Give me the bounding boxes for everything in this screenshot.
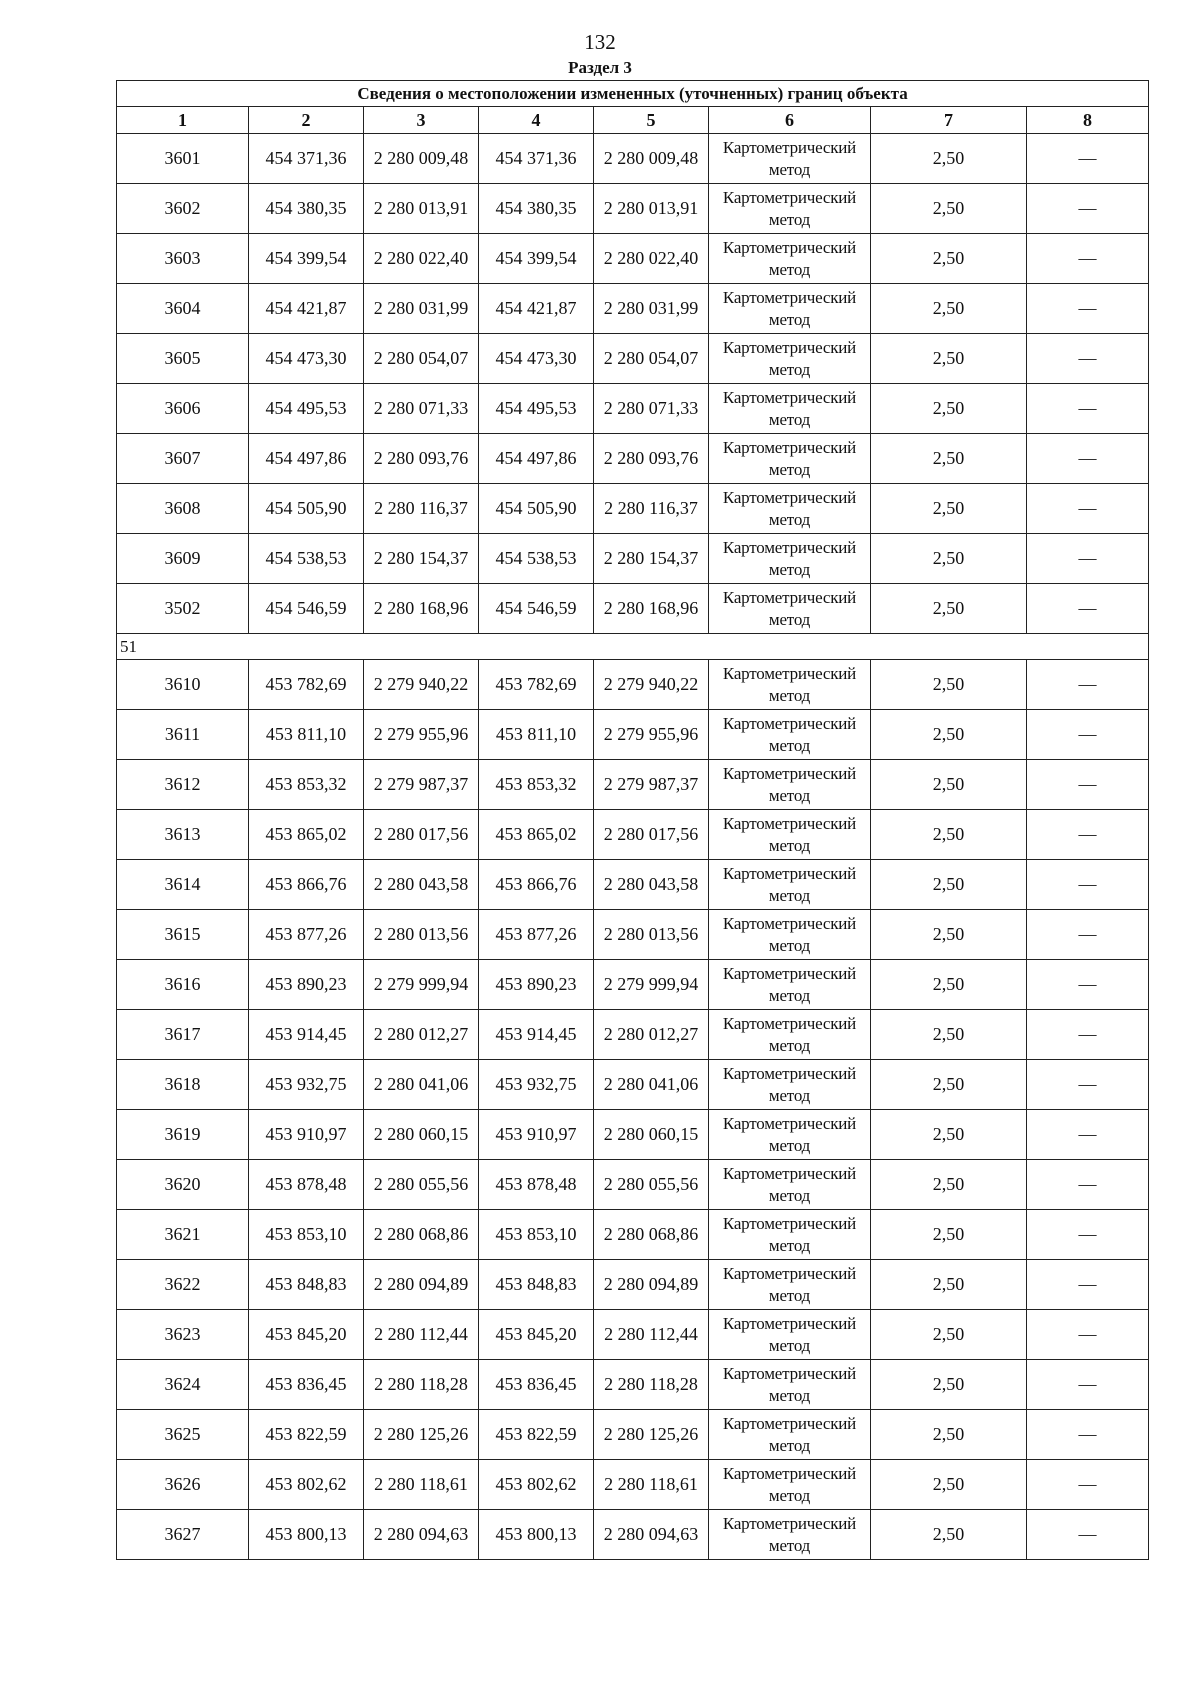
cell-method: Картометрический метод	[709, 1110, 871, 1160]
cell-description: —	[1027, 660, 1149, 710]
cell-x-old: 454 380,35	[249, 184, 364, 234]
table-title: Сведения о местоположении измененных (уточненных) границ объекта	[117, 81, 1149, 107]
cell-y-old: 2 280 054,07	[364, 334, 479, 384]
cell-point-number: 3616	[117, 960, 249, 1010]
cell-y-old: 2 280 043,58	[364, 860, 479, 910]
cell-y-new: 2 280 112,44	[594, 1310, 709, 1360]
section-title: Раздел 3	[568, 58, 632, 77]
cell-y-new: 2 280 094,89	[594, 1260, 709, 1310]
cell-description: —	[1027, 134, 1149, 184]
boundary-coordinates-table	[116, 80, 1149, 1560]
cell-x-old: 453 865,02	[249, 810, 364, 860]
cell-x-new: 454 473,30	[479, 334, 594, 384]
column-header: 3	[364, 107, 479, 134]
column-header: 6	[709, 107, 871, 134]
cell-accuracy: 2,50	[871, 1410, 1027, 1460]
cell-method: Картометрический метод	[709, 760, 871, 810]
cell-description: —	[1027, 1410, 1149, 1460]
table-row	[117, 434, 1149, 484]
cell-point-number: 3609	[117, 534, 249, 584]
cell-accuracy: 2,50	[871, 1310, 1027, 1360]
table-row	[117, 860, 1149, 910]
cell-x-old: 454 495,53	[249, 384, 364, 434]
cell-y-new: 2 280 022,40	[594, 234, 709, 284]
cell-method: Картометрический метод	[709, 1360, 871, 1410]
column-header: 7	[871, 107, 1027, 134]
cell-accuracy: 2,50	[871, 660, 1027, 710]
cell-description: —	[1027, 184, 1149, 234]
cell-x-new: 453 853,32	[479, 760, 594, 810]
cell-x-old: 453 932,75	[249, 1060, 364, 1110]
cell-point-number: 3614	[117, 860, 249, 910]
cell-x-old: 453 853,10	[249, 1210, 364, 1260]
cell-point-number: 3603	[117, 234, 249, 284]
table-row	[117, 960, 1149, 1010]
cell-x-new: 454 399,54	[479, 234, 594, 284]
cell-description: —	[1027, 1510, 1149, 1560]
cell-description: —	[1027, 1310, 1149, 1360]
group-label: 51	[117, 634, 1149, 660]
cell-x-old: 453 910,97	[249, 1110, 364, 1160]
cell-point-number: 3612	[117, 760, 249, 810]
cell-y-new: 2 280 043,58	[594, 860, 709, 910]
cell-method: Картометрический метод	[709, 810, 871, 860]
cell-y-old: 2 280 094,63	[364, 1510, 479, 1560]
cell-accuracy: 2,50	[871, 1510, 1027, 1560]
cell-y-new: 2 280 094,63	[594, 1510, 709, 1560]
cell-y-new: 2 280 054,07	[594, 334, 709, 384]
cell-method: Картометрический метод	[709, 434, 871, 484]
cell-y-old: 2 280 154,37	[364, 534, 479, 584]
table-row	[117, 1010, 1149, 1060]
cell-method: Картометрический метод	[709, 334, 871, 384]
cell-accuracy: 2,50	[871, 1110, 1027, 1160]
cell-point-number: 3604	[117, 284, 249, 334]
cell-y-old: 2 280 060,15	[364, 1110, 479, 1160]
cell-x-old: 453 877,26	[249, 910, 364, 960]
cell-method: Картометрический метод	[709, 910, 871, 960]
cell-description: —	[1027, 1010, 1149, 1060]
cell-point-number: 3617	[117, 1010, 249, 1060]
cell-x-old: 454 538,53	[249, 534, 364, 584]
cell-description: —	[1027, 384, 1149, 434]
cell-accuracy: 2,50	[871, 1260, 1027, 1310]
table-row	[117, 1460, 1149, 1510]
cell-point-number: 3605	[117, 334, 249, 384]
cell-point-number: 3502	[117, 584, 249, 634]
cell-x-old: 453 782,69	[249, 660, 364, 710]
cell-y-new: 2 280 009,48	[594, 134, 709, 184]
cell-y-new: 2 280 093,76	[594, 434, 709, 484]
cell-y-new: 2 280 060,15	[594, 1110, 709, 1160]
cell-method: Картометрический метод	[709, 234, 871, 284]
cell-x-new: 453 836,45	[479, 1360, 594, 1410]
cell-x-new: 453 848,83	[479, 1260, 594, 1310]
cell-point-number: 3623	[117, 1310, 249, 1360]
table-row	[117, 384, 1149, 434]
table-row	[117, 1410, 1149, 1460]
cell-x-new: 453 853,10	[479, 1210, 594, 1260]
table-row	[117, 134, 1149, 184]
cell-description: —	[1027, 484, 1149, 534]
cell-x-old: 453 802,62	[249, 1460, 364, 1510]
cell-point-number: 3601	[117, 134, 249, 184]
table-row	[117, 284, 1149, 334]
cell-method: Картометрический метод	[709, 1410, 871, 1460]
table-row	[117, 1060, 1149, 1110]
cell-x-new: 453 878,48	[479, 1160, 594, 1210]
cell-accuracy: 2,50	[871, 434, 1027, 484]
cell-accuracy: 2,50	[871, 710, 1027, 760]
cell-y-new: 2 279 987,37	[594, 760, 709, 810]
table-body	[117, 134, 1149, 1560]
cell-accuracy: 2,50	[871, 1160, 1027, 1210]
cell-accuracy: 2,50	[871, 334, 1027, 384]
cell-x-old: 453 890,23	[249, 960, 364, 1010]
cell-accuracy: 2,50	[871, 484, 1027, 534]
cell-accuracy: 2,50	[871, 534, 1027, 584]
cell-x-new: 453 932,75	[479, 1060, 594, 1110]
cell-description: —	[1027, 234, 1149, 284]
cell-accuracy: 2,50	[871, 760, 1027, 810]
cell-y-old: 2 280 071,33	[364, 384, 479, 434]
cell-x-old: 453 866,76	[249, 860, 364, 910]
cell-y-old: 2 280 093,76	[364, 434, 479, 484]
cell-y-old: 2 280 013,56	[364, 910, 479, 960]
cell-y-new: 2 280 118,28	[594, 1360, 709, 1410]
cell-point-number: 3606	[117, 384, 249, 434]
cell-point-number: 3611	[117, 710, 249, 760]
cell-point-number: 3624	[117, 1360, 249, 1410]
cell-x-old: 454 546,59	[249, 584, 364, 634]
column-header: 5	[594, 107, 709, 134]
cell-y-old: 2 280 055,56	[364, 1160, 479, 1210]
cell-method: Картометрический метод	[709, 660, 871, 710]
cell-method: Картометрический метод	[709, 1210, 871, 1260]
cell-x-old: 453 848,83	[249, 1260, 364, 1310]
column-header: 4	[479, 107, 594, 134]
cell-point-number: 3620	[117, 1160, 249, 1210]
cell-x-new: 453 910,97	[479, 1110, 594, 1160]
cell-point-number: 3610	[117, 660, 249, 710]
cell-description: —	[1027, 810, 1149, 860]
cell-point-number: 3613	[117, 810, 249, 860]
cell-x-new: 454 546,59	[479, 584, 594, 634]
cell-point-number: 3602	[117, 184, 249, 234]
cell-description: —	[1027, 960, 1149, 1010]
cell-accuracy: 2,50	[871, 234, 1027, 284]
cell-method: Картометрический метод	[709, 860, 871, 910]
cell-y-new: 2 280 013,56	[594, 910, 709, 960]
cell-y-old: 2 280 068,86	[364, 1210, 479, 1260]
cell-y-old: 2 279 940,22	[364, 660, 479, 710]
cell-accuracy: 2,50	[871, 384, 1027, 434]
cell-y-new: 2 280 154,37	[594, 534, 709, 584]
cell-y-old: 2 280 013,91	[364, 184, 479, 234]
cell-point-number: 3626	[117, 1460, 249, 1510]
table-row	[117, 584, 1149, 634]
cell-x-new: 453 802,62	[479, 1460, 594, 1510]
cell-description: —	[1027, 1260, 1149, 1310]
column-header: 1	[117, 107, 249, 134]
cell-x-new: 454 371,36	[479, 134, 594, 184]
table-row	[117, 484, 1149, 534]
cell-y-new: 2 280 055,56	[594, 1160, 709, 1210]
cell-x-new: 453 782,69	[479, 660, 594, 710]
table-row	[117, 1210, 1149, 1260]
cell-method: Картометрический метод	[709, 484, 871, 534]
cell-y-new: 2 280 013,91	[594, 184, 709, 234]
cell-x-old: 453 836,45	[249, 1360, 364, 1410]
cell-y-new: 2 280 041,06	[594, 1060, 709, 1110]
cell-x-new: 453 811,10	[479, 710, 594, 760]
cell-point-number: 3627	[117, 1510, 249, 1560]
cell-y-new: 2 280 068,86	[594, 1210, 709, 1260]
cell-description: —	[1027, 860, 1149, 910]
cell-accuracy: 2,50	[871, 184, 1027, 234]
cell-x-old: 453 822,59	[249, 1410, 364, 1460]
cell-y-old: 2 280 041,06	[364, 1060, 479, 1110]
cell-method: Картометрический метод	[709, 584, 871, 634]
cell-y-new: 2 279 999,94	[594, 960, 709, 1010]
cell-description: —	[1027, 1460, 1149, 1510]
page-number: 132	[584, 30, 616, 54]
cell-x-old: 454 421,87	[249, 284, 364, 334]
cell-x-new: 453 890,23	[479, 960, 594, 1010]
table-row	[117, 184, 1149, 234]
cell-x-old: 453 878,48	[249, 1160, 364, 1210]
cell-x-new: 454 380,35	[479, 184, 594, 234]
cell-y-new: 2 279 940,22	[594, 660, 709, 710]
cell-point-number: 3619	[117, 1110, 249, 1160]
cell-x-new: 454 505,90	[479, 484, 594, 534]
cell-y-new: 2 280 071,33	[594, 384, 709, 434]
cell-x-new: 454 538,53	[479, 534, 594, 584]
cell-accuracy: 2,50	[871, 284, 1027, 334]
cell-y-new: 2 280 168,96	[594, 584, 709, 634]
cell-method: Картометрический метод	[709, 1510, 871, 1560]
cell-y-new: 2 280 017,56	[594, 810, 709, 860]
cell-x-new: 453 877,26	[479, 910, 594, 960]
cell-method: Картометрический метод	[709, 710, 871, 760]
cell-accuracy: 2,50	[871, 1060, 1027, 1110]
cell-description: —	[1027, 710, 1149, 760]
table-row	[117, 1510, 1149, 1560]
cell-x-new: 453 800,13	[479, 1510, 594, 1560]
cell-x-old: 453 853,32	[249, 760, 364, 810]
cell-accuracy: 2,50	[871, 1460, 1027, 1510]
cell-y-old: 2 280 118,28	[364, 1360, 479, 1410]
cell-x-new: 453 866,76	[479, 860, 594, 910]
cell-y-old: 2 280 012,27	[364, 1010, 479, 1060]
cell-accuracy: 2,50	[871, 810, 1027, 860]
cell-x-new: 453 865,02	[479, 810, 594, 860]
cell-description: —	[1027, 1060, 1149, 1110]
table-row	[117, 810, 1149, 860]
table-row	[117, 1110, 1149, 1160]
cell-y-old: 2 280 116,37	[364, 484, 479, 534]
cell-y-old: 2 280 112,44	[364, 1310, 479, 1360]
cell-method: Картометрический метод	[709, 184, 871, 234]
cell-accuracy: 2,50	[871, 134, 1027, 184]
cell-y-new: 2 280 125,26	[594, 1410, 709, 1460]
cell-method: Картометрический метод	[709, 534, 871, 584]
cell-x-old: 454 473,30	[249, 334, 364, 384]
cell-accuracy: 2,50	[871, 960, 1027, 1010]
cell-method: Картометрический метод	[709, 1310, 871, 1360]
cell-y-old: 2 280 125,26	[364, 1410, 479, 1460]
table-row	[117, 910, 1149, 960]
table-row	[117, 234, 1149, 284]
cell-x-old: 454 371,36	[249, 134, 364, 184]
cell-accuracy: 2,50	[871, 584, 1027, 634]
cell-method: Картометрический метод	[709, 1060, 871, 1110]
cell-x-old: 454 399,54	[249, 234, 364, 284]
cell-y-old: 2 280 118,61	[364, 1460, 479, 1510]
cell-point-number: 3625	[117, 1410, 249, 1460]
cell-y-new: 2 279 955,96	[594, 710, 709, 760]
cell-y-new: 2 280 012,27	[594, 1010, 709, 1060]
cell-x-new: 454 495,53	[479, 384, 594, 434]
cell-description: —	[1027, 1360, 1149, 1410]
cell-y-old: 2 280 022,40	[364, 234, 479, 284]
cell-description: —	[1027, 334, 1149, 384]
cell-point-number: 3621	[117, 1210, 249, 1260]
cell-point-number: 3607	[117, 434, 249, 484]
table-row	[117, 1260, 1149, 1310]
cell-method: Картометрический метод	[709, 1260, 871, 1310]
column-header-row	[117, 107, 1149, 134]
cell-y-old: 2 280 009,48	[364, 134, 479, 184]
cell-y-new: 2 280 116,37	[594, 484, 709, 534]
cell-point-number: 3615	[117, 910, 249, 960]
table-row	[117, 534, 1149, 584]
table-row	[117, 334, 1149, 384]
cell-point-number: 3608	[117, 484, 249, 534]
cell-x-new: 454 497,86	[479, 434, 594, 484]
cell-accuracy: 2,50	[871, 910, 1027, 960]
cell-x-new: 453 822,59	[479, 1410, 594, 1460]
cell-x-new: 453 845,20	[479, 1310, 594, 1360]
cell-description: —	[1027, 534, 1149, 584]
table-row	[117, 1310, 1149, 1360]
cell-y-old: 2 279 955,96	[364, 710, 479, 760]
cell-method: Картометрический метод	[709, 284, 871, 334]
cell-x-old: 453 800,13	[249, 1510, 364, 1560]
cell-y-new: 2 280 118,61	[594, 1460, 709, 1510]
cell-accuracy: 2,50	[871, 1010, 1027, 1060]
cell-y-old: 2 280 168,96	[364, 584, 479, 634]
cell-x-old: 454 505,90	[249, 484, 364, 534]
table-row	[117, 1160, 1149, 1210]
column-header: 2	[249, 107, 364, 134]
cell-y-old: 2 280 094,89	[364, 1260, 479, 1310]
cell-accuracy: 2,50	[871, 1210, 1027, 1260]
cell-x-new: 453 914,45	[479, 1010, 594, 1060]
cell-description: —	[1027, 760, 1149, 810]
cell-method: Картометрический метод	[709, 1010, 871, 1060]
cell-y-old: 2 280 031,99	[364, 284, 479, 334]
cell-description: —	[1027, 1210, 1149, 1260]
cell-x-old: 453 811,10	[249, 710, 364, 760]
cell-x-old: 454 497,86	[249, 434, 364, 484]
cell-method: Картометрический метод	[709, 134, 871, 184]
cell-accuracy: 2,50	[871, 860, 1027, 910]
column-header: 8	[1027, 107, 1149, 134]
cell-description: —	[1027, 1110, 1149, 1160]
cell-method: Картометрический метод	[709, 1460, 871, 1510]
cell-method: Картометрический метод	[709, 960, 871, 1010]
cell-y-old: 2 279 987,37	[364, 760, 479, 810]
cell-method: Картометрический метод	[709, 384, 871, 434]
table-row	[117, 660, 1149, 710]
cell-y-new: 2 280 031,99	[594, 284, 709, 334]
table-row	[117, 710, 1149, 760]
cell-point-number: 3622	[117, 1260, 249, 1310]
cell-point-number: 3618	[117, 1060, 249, 1110]
group-label-row	[117, 634, 1149, 660]
cell-x-new: 454 421,87	[479, 284, 594, 334]
table-row	[117, 760, 1149, 810]
cell-description: —	[1027, 284, 1149, 334]
table-row	[117, 1360, 1149, 1410]
cell-description: —	[1027, 584, 1149, 634]
cell-description: —	[1027, 1160, 1149, 1210]
cell-y-old: 2 280 017,56	[364, 810, 479, 860]
cell-accuracy: 2,50	[871, 1360, 1027, 1410]
cell-x-old: 453 845,20	[249, 1310, 364, 1360]
cell-x-old: 453 914,45	[249, 1010, 364, 1060]
cell-method: Картометрический метод	[709, 1160, 871, 1210]
cell-description: —	[1027, 910, 1149, 960]
cell-description: —	[1027, 434, 1149, 484]
cell-y-old: 2 279 999,94	[364, 960, 479, 1010]
